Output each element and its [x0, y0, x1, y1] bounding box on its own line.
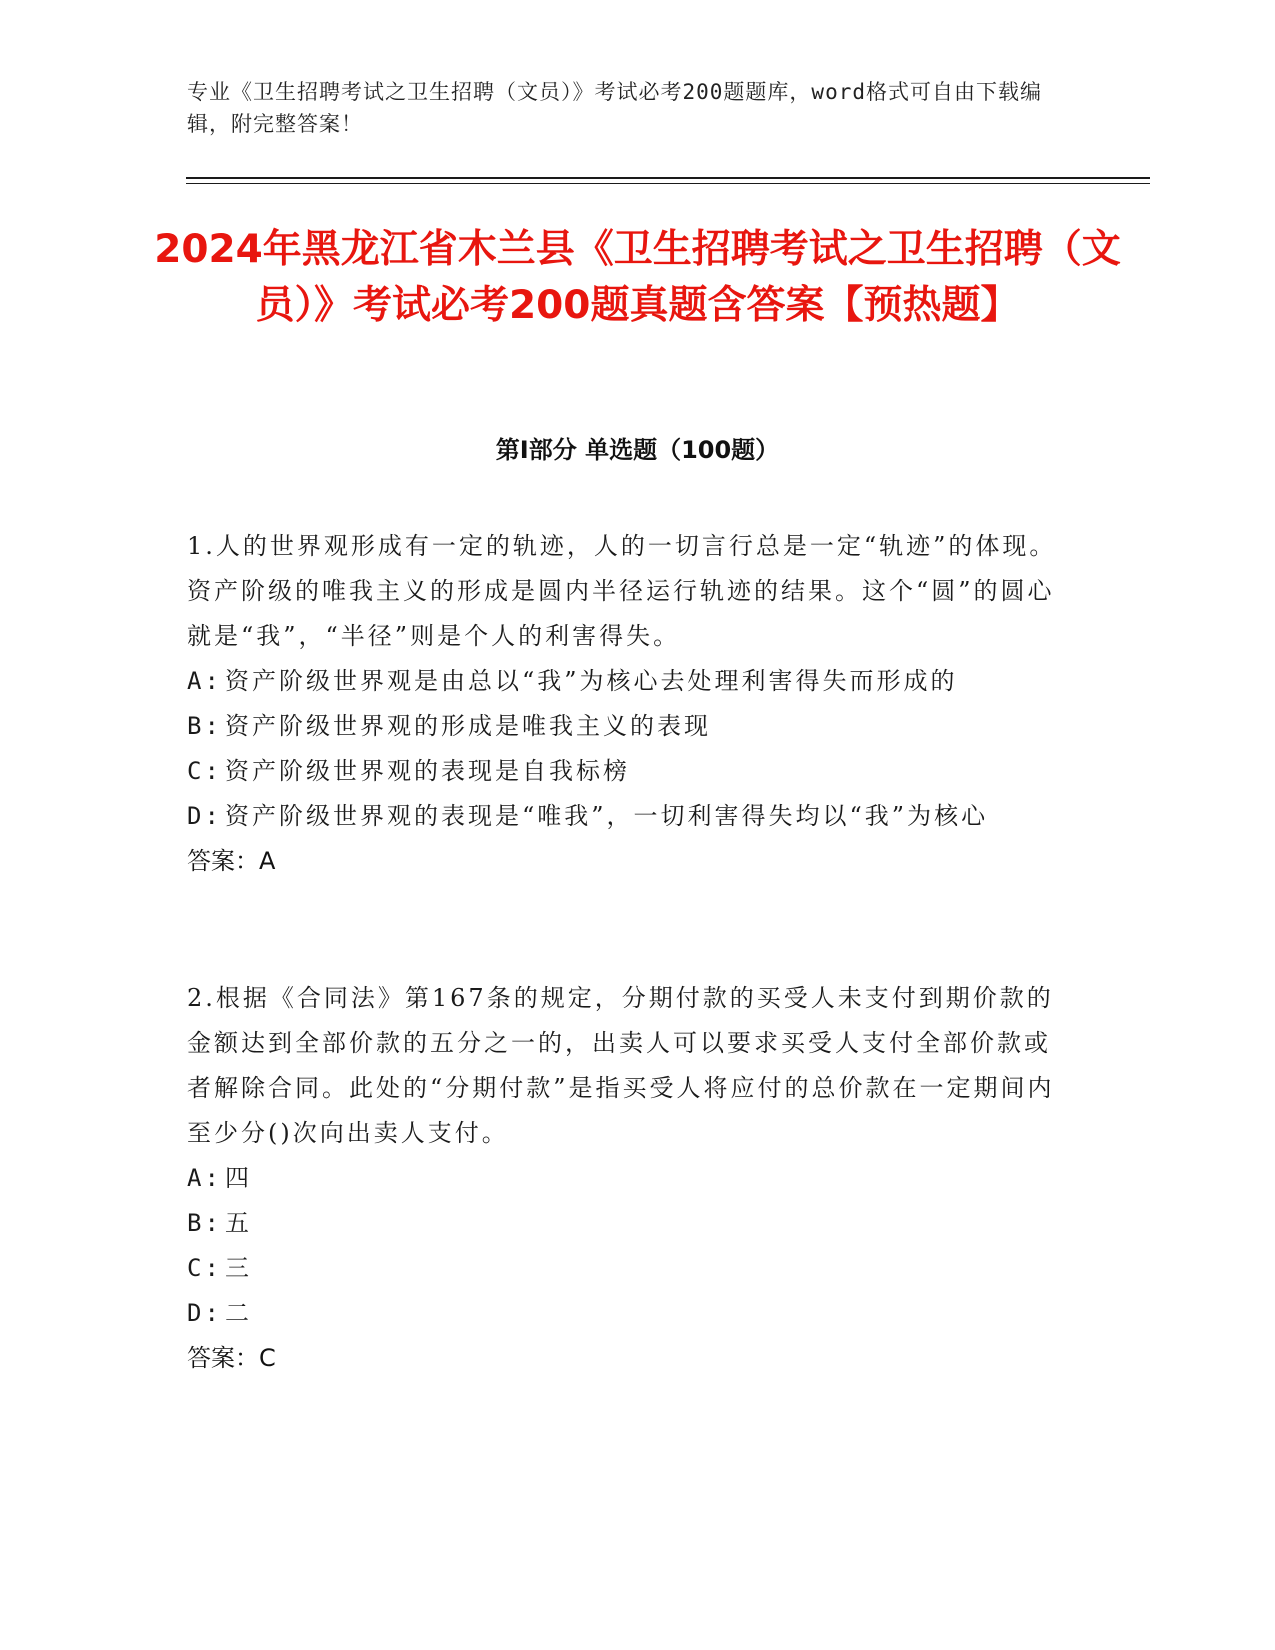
option-c	[187, 1246, 1077, 1291]
option-text: 三	[225, 1254, 252, 1282]
option-text: 资产阶级世界观的表现是“唯我”，一切利害得失均以“我”为核心	[225, 802, 989, 830]
question-stem: 2.根据《合同法》第167条的规定，分期付款的买受人未支付到期价款的金额达到全部价款的五分之一的，出卖人可以要求买受人支付全部价款或者解除合同。此处的“分期付款”是指买受人将应付的总价款在一定期间内至少分()次向出卖人支付。	[187, 984, 1055, 1147]
answer-line: 答案：C	[187, 1344, 276, 1372]
option-a	[187, 1156, 1077, 1201]
question-1	[187, 524, 1077, 884]
option-letter: B:	[187, 712, 222, 740]
option-text: 资产阶级世界观是由总以“我”为核心去处理利害得失而形成的	[225, 667, 958, 695]
option-b	[187, 1201, 1077, 1246]
header-divider	[186, 177, 1150, 179]
option-b	[187, 704, 1077, 749]
option-letter: A:	[187, 1164, 222, 1192]
option-a	[187, 659, 1077, 704]
option-c	[187, 749, 1077, 794]
option-d	[187, 1291, 1077, 1336]
question-2	[187, 976, 1077, 1381]
option-text: 五	[225, 1209, 252, 1237]
option-letter: D:	[187, 802, 222, 830]
header-divider-thin	[186, 183, 1150, 184]
option-text: 资产阶级世界观的表现是自我标榜	[225, 757, 630, 785]
option-letter: D:	[187, 1299, 222, 1327]
question-stem: 1.人的世界观形成有一定的轨迹，人的一切言行总是一定“轨迹”的体现。资产阶级的唯我主义的形成是圆内半径运行轨迹的结果。这个“圆”的圆心就是“我”，“半径”则是个人的利害得失。	[187, 532, 1057, 650]
option-letter: A:	[187, 667, 222, 695]
header-note: 专业《卫生招聘考试之卫生招聘（文员）》考试必考200题题库，word格式可自由下载编辑，附完整答案！	[187, 80, 1042, 136]
answer-line: 答案：A	[187, 847, 276, 875]
option-text: 二	[225, 1299, 252, 1327]
option-d	[187, 794, 1077, 839]
option-letter: C:	[187, 1254, 222, 1282]
document-title: 2024年黑龙江省木兰县《卫生招聘考试之卫生招聘（文员）》考试必考200题真题含答案【预热题】	[154, 227, 1121, 328]
option-letter: B:	[187, 1209, 222, 1237]
option-text: 四	[225, 1164, 252, 1192]
section-heading: 第Ⅰ部分 单选题（100题）	[495, 436, 780, 464]
option-letter: C:	[187, 757, 222, 785]
option-text: 资产阶级世界观的形成是唯我主义的表现	[225, 712, 711, 740]
